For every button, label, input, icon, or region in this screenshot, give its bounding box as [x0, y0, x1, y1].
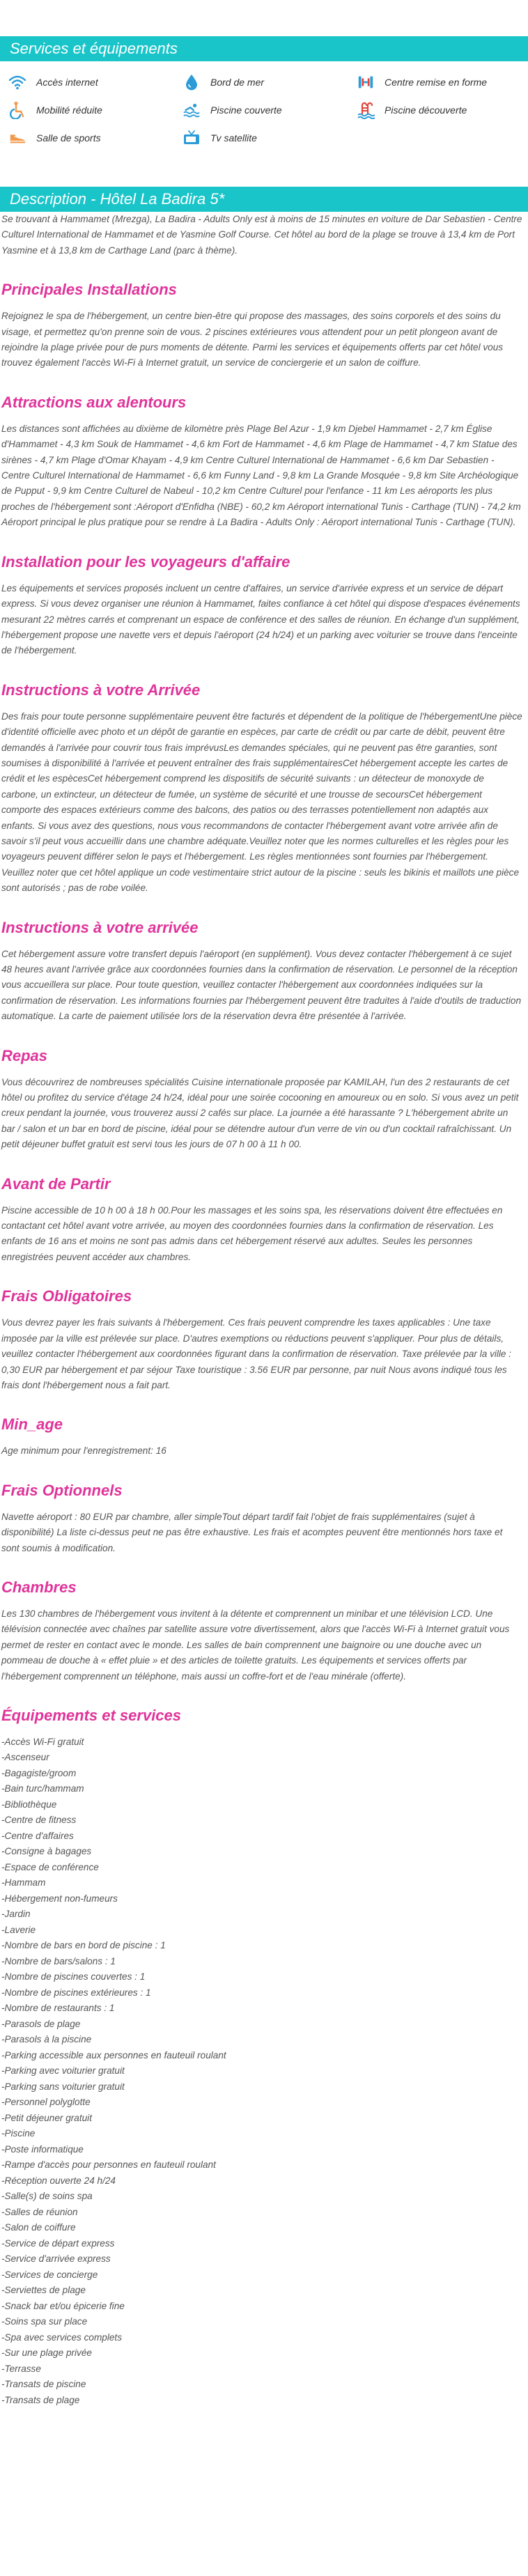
- equipements-section: [1, 1707, 522, 2409]
- list-item: -Jardin: [1, 1909, 31, 1920]
- list-item: -Bagagiste/groom: [1, 1767, 77, 1778]
- list-item: -Transats de piscine: [1, 2379, 86, 2390]
- list-item: -Service de départ express: [1, 2237, 115, 2249]
- section: [1, 1287, 522, 1393]
- description-intro: Se trouvant à Hammamet (Mrezga), La Badira - Adults Only est à moins de 15 minutes en voiture de Dar Sebastien - Centre Culturel International de Hammamet et de Yasmine Golf Course. Cet hôtel au bord de la plage se trouve à 13,4 km de Port Yasmine et à 13,8 km de Carthage Land (parc à thème).: [1, 214, 522, 256]
- list-item: -Salles de réunion: [1, 2206, 78, 2217]
- amenity-item: Accès internet: [8, 72, 183, 92]
- list-item: -Parking sans voiturier gratuit: [1, 2081, 125, 2092]
- list-item: -Parasols à la piscine: [1, 2034, 92, 2045]
- amenity-item: Salle de sports: [8, 128, 183, 148]
- pool-ladder-icon: [357, 101, 375, 119]
- amenity-item: Mobilité réduite: [8, 100, 183, 120]
- section-title: Repas: [1, 1046, 48, 1064]
- list-item: -Espace de conférence: [1, 1861, 99, 1872]
- section-text: Vous devrez payer les frais suivants à l'hébergement. Ces frais peuvent comprendre les taxes applicables : Une taxe imposée par la ville est prélevée sur place. D'autres exemptions ou réductions peuvent s'appliquer. Pour plus de détails, veuillez contacter l'hébergement aux coordonnées figurant dans la confirmation de réservation. Taxe prélevée par la ville : 0,30 EUR par hébergement et par séjour Taxe touristique : 3.56 EUR par personne, par nuit Nous avons indiqué tous les frais dont l'hébergement nous a fait part.: [1, 1317, 512, 1390]
- list-item: -Réception ouverte 24 h/24: [1, 2175, 116, 2186]
- section-title: Chambres: [1, 1578, 77, 1596]
- section-title: Équipements et services: [1, 1706, 182, 1724]
- section-text: Age minimum pour l'enregistrement: 16: [1, 1445, 166, 1457]
- section: [1, 1175, 522, 1266]
- list-item: -Spa avec services complets: [1, 2331, 123, 2343]
- services-heading: Services et équipements: [10, 40, 178, 57]
- list-item: -Consigne à bagages: [1, 1846, 92, 1857]
- equipements-list: [1, 1735, 522, 2409]
- section-text: Les équipements et services proposés incluent un centre d'affaires, un service d'arrivée express et un service de départ express. Si vous devez organiser une réunion à Hammamet, faites confiance à cet hôtel qui dispose d'espaces événements mesurant 22 mètres carrés et comprenant un espace de conférence et des salles de réunion. En échange d'un supplément, l'hébergement propose une navette vers et depuis l'aéroport (24 h/24) et un parking avec voiturier se trouve dans l'enceinte de l'hébergement.: [1, 582, 520, 656]
- list-item: -Terrasse: [1, 2363, 41, 2374]
- sport-shoe-icon: [8, 129, 26, 147]
- water-drop-icon: [183, 73, 201, 91]
- description-heading: Description - Hôtel La Badira 5*: [10, 190, 225, 208]
- section: [1, 1415, 522, 1459]
- description-content: [0, 212, 528, 2408]
- services-banner: [0, 36, 528, 61]
- section-text: Piscine accessible de 10 h 00 à 18 h 00.Pour les massages et les soins spa, les réservations doivent être effectuées en contactant cet hôtel avant votre arrivée, au moyen des coordonnées fournies dans la confirmation de réservation. Les enfants de 16 ans et moins ne sont pas admis dans cet hébergement réservé aux adultes. Seules les personnes enregistrées peuvent accéder aux chambres.: [1, 1204, 503, 1262]
- list-item: -Salon de coiffure: [1, 2222, 76, 2233]
- list-item: -Serviettes de plage: [1, 2285, 86, 2296]
- list-item: -Sur une plage privée: [1, 2348, 92, 2359]
- list-item: -Transats de plage: [1, 2394, 80, 2405]
- section: [1, 394, 522, 531]
- list-item: -Salle(s) de soins spa: [1, 2191, 93, 2202]
- description-banner: [0, 187, 528, 212]
- section-text: Des frais pour toute personne supplémentaire peuvent être facturés et dépendent de la politique de l'hébergementUne pièce d'identité officielle avec photo et un dépôt de garantie en espèces, par carte de crédit ou par carte de débit, peuvent être demandés à l'arrivée pour couvrir tous frais imprévusLes demandes spéciales, qui ne peuvent pas être garanties, sont soumises à disponibilité à l'arrivée et peuvent entraîner des frais supplémentairesCet hébergement accepte les cartes de crédit et les espècesCet hébergement comprend les dispositifs de sécurité suivants : un détecteur de monoxyde de carbone, un extincteur, un détecteur de fumée, un système de sécurité et une trousse de secoursCet hébergement comporte des espaces extérieurs comme des balcons, des patios ou des terrasses potentiellement non adaptés aux enfants. Si vous avez des questions, nous vous recommandons de contacter l'hébergement avant votre arrivée afin de savoir s'il peut vous accueillir dans une chambre adéquate.Veuillez noter que les normes culturelles et les règles pour les voyageurs peuvent différer selon le pays et l'hébergement. Les règles mentionnées sont fournies par l'hébergement. Veuillez noter que cet hôtel applique un code vestimentaire strict autour de la piscine : seuls les bikinis et maillots une pièce sont autorisés ; pas de robe voilée.: [1, 711, 522, 894]
- section-title: Frais Obligatoires: [1, 1287, 132, 1305]
- wheelchair-icon: [8, 101, 26, 119]
- list-item: -Parking avec voiturier gratuit: [1, 2065, 125, 2077]
- list-item: -Nombre de piscines extérieures : 1: [1, 1987, 151, 1998]
- section-title: Attractions aux alentours: [1, 393, 187, 411]
- section: [1, 919, 522, 1025]
- section-text: Cet hébergement assure votre transfert depuis l'aéroport (en supplément). Vous devez contacter l'hébergement à ce sujet 48 heures avant l'arrivée grâce aux coordonnées fournies dans la confirmation de réservation. Le personnel de la réception vous accueillera sur place. Pour toute question, veuillez contacter l'hébergement aux coordonnées indiquées sur la confirmation de réservation. Les informations fournies par l'hébergement peuvent être traduites à l'aide d'outils de traduction automatique. La carte de paiement utilisée lors de la réservation devra être présentée à l'arrivée.: [1, 948, 522, 1022]
- section: [1, 681, 522, 897]
- wifi-icon: [8, 73, 26, 91]
- list-item: -Laverie: [1, 1924, 36, 1935]
- section: [1, 1578, 522, 1684]
- amenity-item: Tv satellite: [183, 128, 357, 148]
- list-item: -Hammam: [1, 1877, 46, 1888]
- section: [1, 1482, 522, 1556]
- list-item: -Parking accessible aux personnes en fauteuil roulant: [1, 2049, 226, 2061]
- section-title: Principales Installations: [1, 281, 177, 299]
- amenity-item: Piscine découverte: [357, 100, 528, 120]
- section-title: Installation pour les voyageurs d'affaire: [1, 552, 290, 571]
- section-title: Min_age: [1, 1415, 63, 1434]
- section-text: Les 130 chambres de l'hébergement vous invitent à la détente et comprennent un minibar et une télévision LCD. Une télévision connectée avec chaînes par satellite assure votre divertissement, alors que l'accès Wi-Fi à Internet gratuit vous permet de rester en contact avec le monde. Les salles de bain comprennent une baignoire ou une douche avec un pommeau de douche à « effet pluie » et des articles de toilette gratuits. Les équipements et services offerts par l'hébergement comprennent un téléphone, mais aussi un coffre-fort et de l'eau minérale (offerte).: [1, 1608, 510, 1682]
- section: [1, 281, 522, 371]
- list-item: -Petit déjeuner gratuit: [1, 2112, 92, 2123]
- list-item: -Snack bar et/ou épicerie fine: [1, 2300, 125, 2311]
- list-item: -Centre de fitness: [1, 1815, 77, 1826]
- list-item: -Personnel polyglotte: [1, 2097, 91, 2108]
- list-item: -Nombre de piscines couvertes : 1: [1, 1971, 146, 1983]
- list-item: -Accès Wi-Fi gratuit: [1, 1736, 84, 1747]
- list-item: -Nombre de bars en bord de piscine : 1: [1, 1940, 166, 1951]
- list-item: -Soins spa sur place: [1, 2316, 88, 2327]
- list-item: -Nombre de bars/salons : 1: [1, 1955, 116, 1966]
- dumbbell-icon: [357, 73, 375, 91]
- list-item: -Ascenseur: [1, 1752, 49, 1763]
- list-item: -Bibliothèque: [1, 1799, 57, 1810]
- amenity-item: Piscine couverte: [183, 100, 357, 120]
- list-item: -Nombre de restaurants : 1: [1, 2003, 115, 2014]
- section-text: Les distances sont affichées au dixième de kilomètre près Plage Bel Azur - 1,9 km Djebel Hammamet - 2,7 km Église d'Hammamet - 4,3 km Souk de Hammamet - 4,6 km Fort de Hammamet - 4,6 km Plage de Hammamet - 4,7 km Statue des sirènes - 4,7 km Plage d'Omar Khayam - 4,9 km Centre Culturel International de Hammamet - 6,6 km Dar Sebastien - Centre Culturel International de Hammamet - 6,6 km Funny Land - 9,8 km La Grande Mosquée - 9,8 km Site Archéologique de Pupput - 9,9 km Centre Culturel de Nabeul - 10,2 km Centre Culturel pour l'enfance - 11 km Les aéroports les plus proches de l'hébergement sont :Aéroport d'Enfidha (NBE) - 60,2 km Aéroport international Tunis - Carthage (TUN) - 74,2 km Aéroport principal le plus pratique pour se rendre à La Badira - Adults Only : Aéroport international Tunis - Carthage (TUN).: [1, 423, 521, 528]
- tv-icon: [183, 129, 201, 147]
- list-item: -Parasols de plage: [1, 2018, 81, 2029]
- section: [1, 553, 522, 659]
- swimmer-icon: [183, 101, 201, 119]
- section-title: Instructions à votre Arrivée: [1, 681, 201, 699]
- section-title: Instructions à votre arrivée: [1, 918, 199, 936]
- section-title: Avant de Partir: [1, 1174, 111, 1193]
- list-item: -Hébergement non-fumeurs: [1, 1893, 118, 1904]
- section: [1, 1047, 522, 1153]
- list-item: -Poste informatique: [1, 2143, 84, 2155]
- list-item: -Piscine: [1, 2128, 36, 2139]
- list-item: -Centre d'affaires: [1, 1830, 74, 1841]
- list-item: -Bain turc/hammam: [1, 1783, 84, 1794]
- amenities-grid: [0, 61, 528, 148]
- amenity-item: Bord de mer: [183, 72, 357, 92]
- list-item: -Service d'arrivée express: [1, 2253, 111, 2265]
- section-text: Rejoignez le spa de l'hébergement, un centre bien-être qui propose des massages, des soins corporels et des soins du visage, et permettez qu'on prenne soin de vous. 2 piscines extérieures vous attendent pour un petit plongeon avant de rejoindre la plage privée pour de purs moments de détente. Parmi les services et équipements offerts par cet hôtel vous trouvez également l'accès Wi-Fi à Internet gratuit, un service de conciergerie et un salon de coiffure.: [1, 311, 504, 368]
- section-text: Vous découvrirez de nombreuses spécialités Cuisine internationale proposée par KAMILAH, l'un des 2 restaurants de cet hôtel ou profitez du service d'étage 24 h/24, idéal pour une soirée cocooning en amoureux ou en solo. Si vous avez un petit creux pendant la journée, vous trouverez aussi 2 cafés sur place. La journée a été harassante ? L'hébergement abrite un bar / salon et un bar en bord de piscine, idéal pour se détendre autour d'un verre de vin ou d'un cocktail rafraîchissant. Un petit déjeuner buffet gratuit est servi tous les jours de 07 h 00 à 11 h 00.: [1, 1076, 519, 1150]
- section-title: Frais Optionnels: [1, 1481, 123, 1499]
- section-text: Navette aéroport : 80 EUR par chambre, aller simpleTout départ tardif fait l'objet de frais supplémentaires (sujet à disponibilité) La liste ci-dessus peut ne pas être exhaustive. Les frais et acomptes peuvent être mentionnés hors taxe et sont soumis à modification.: [1, 1511, 503, 1553]
- list-item: -Rampe d'accès pour personnes en fauteuil roulant: [1, 2159, 216, 2171]
- hotel-page: [0, 36, 528, 2408]
- amenity-item: Centre remise en forme: [357, 72, 528, 92]
- list-item: -Services de concierge: [1, 2269, 98, 2280]
